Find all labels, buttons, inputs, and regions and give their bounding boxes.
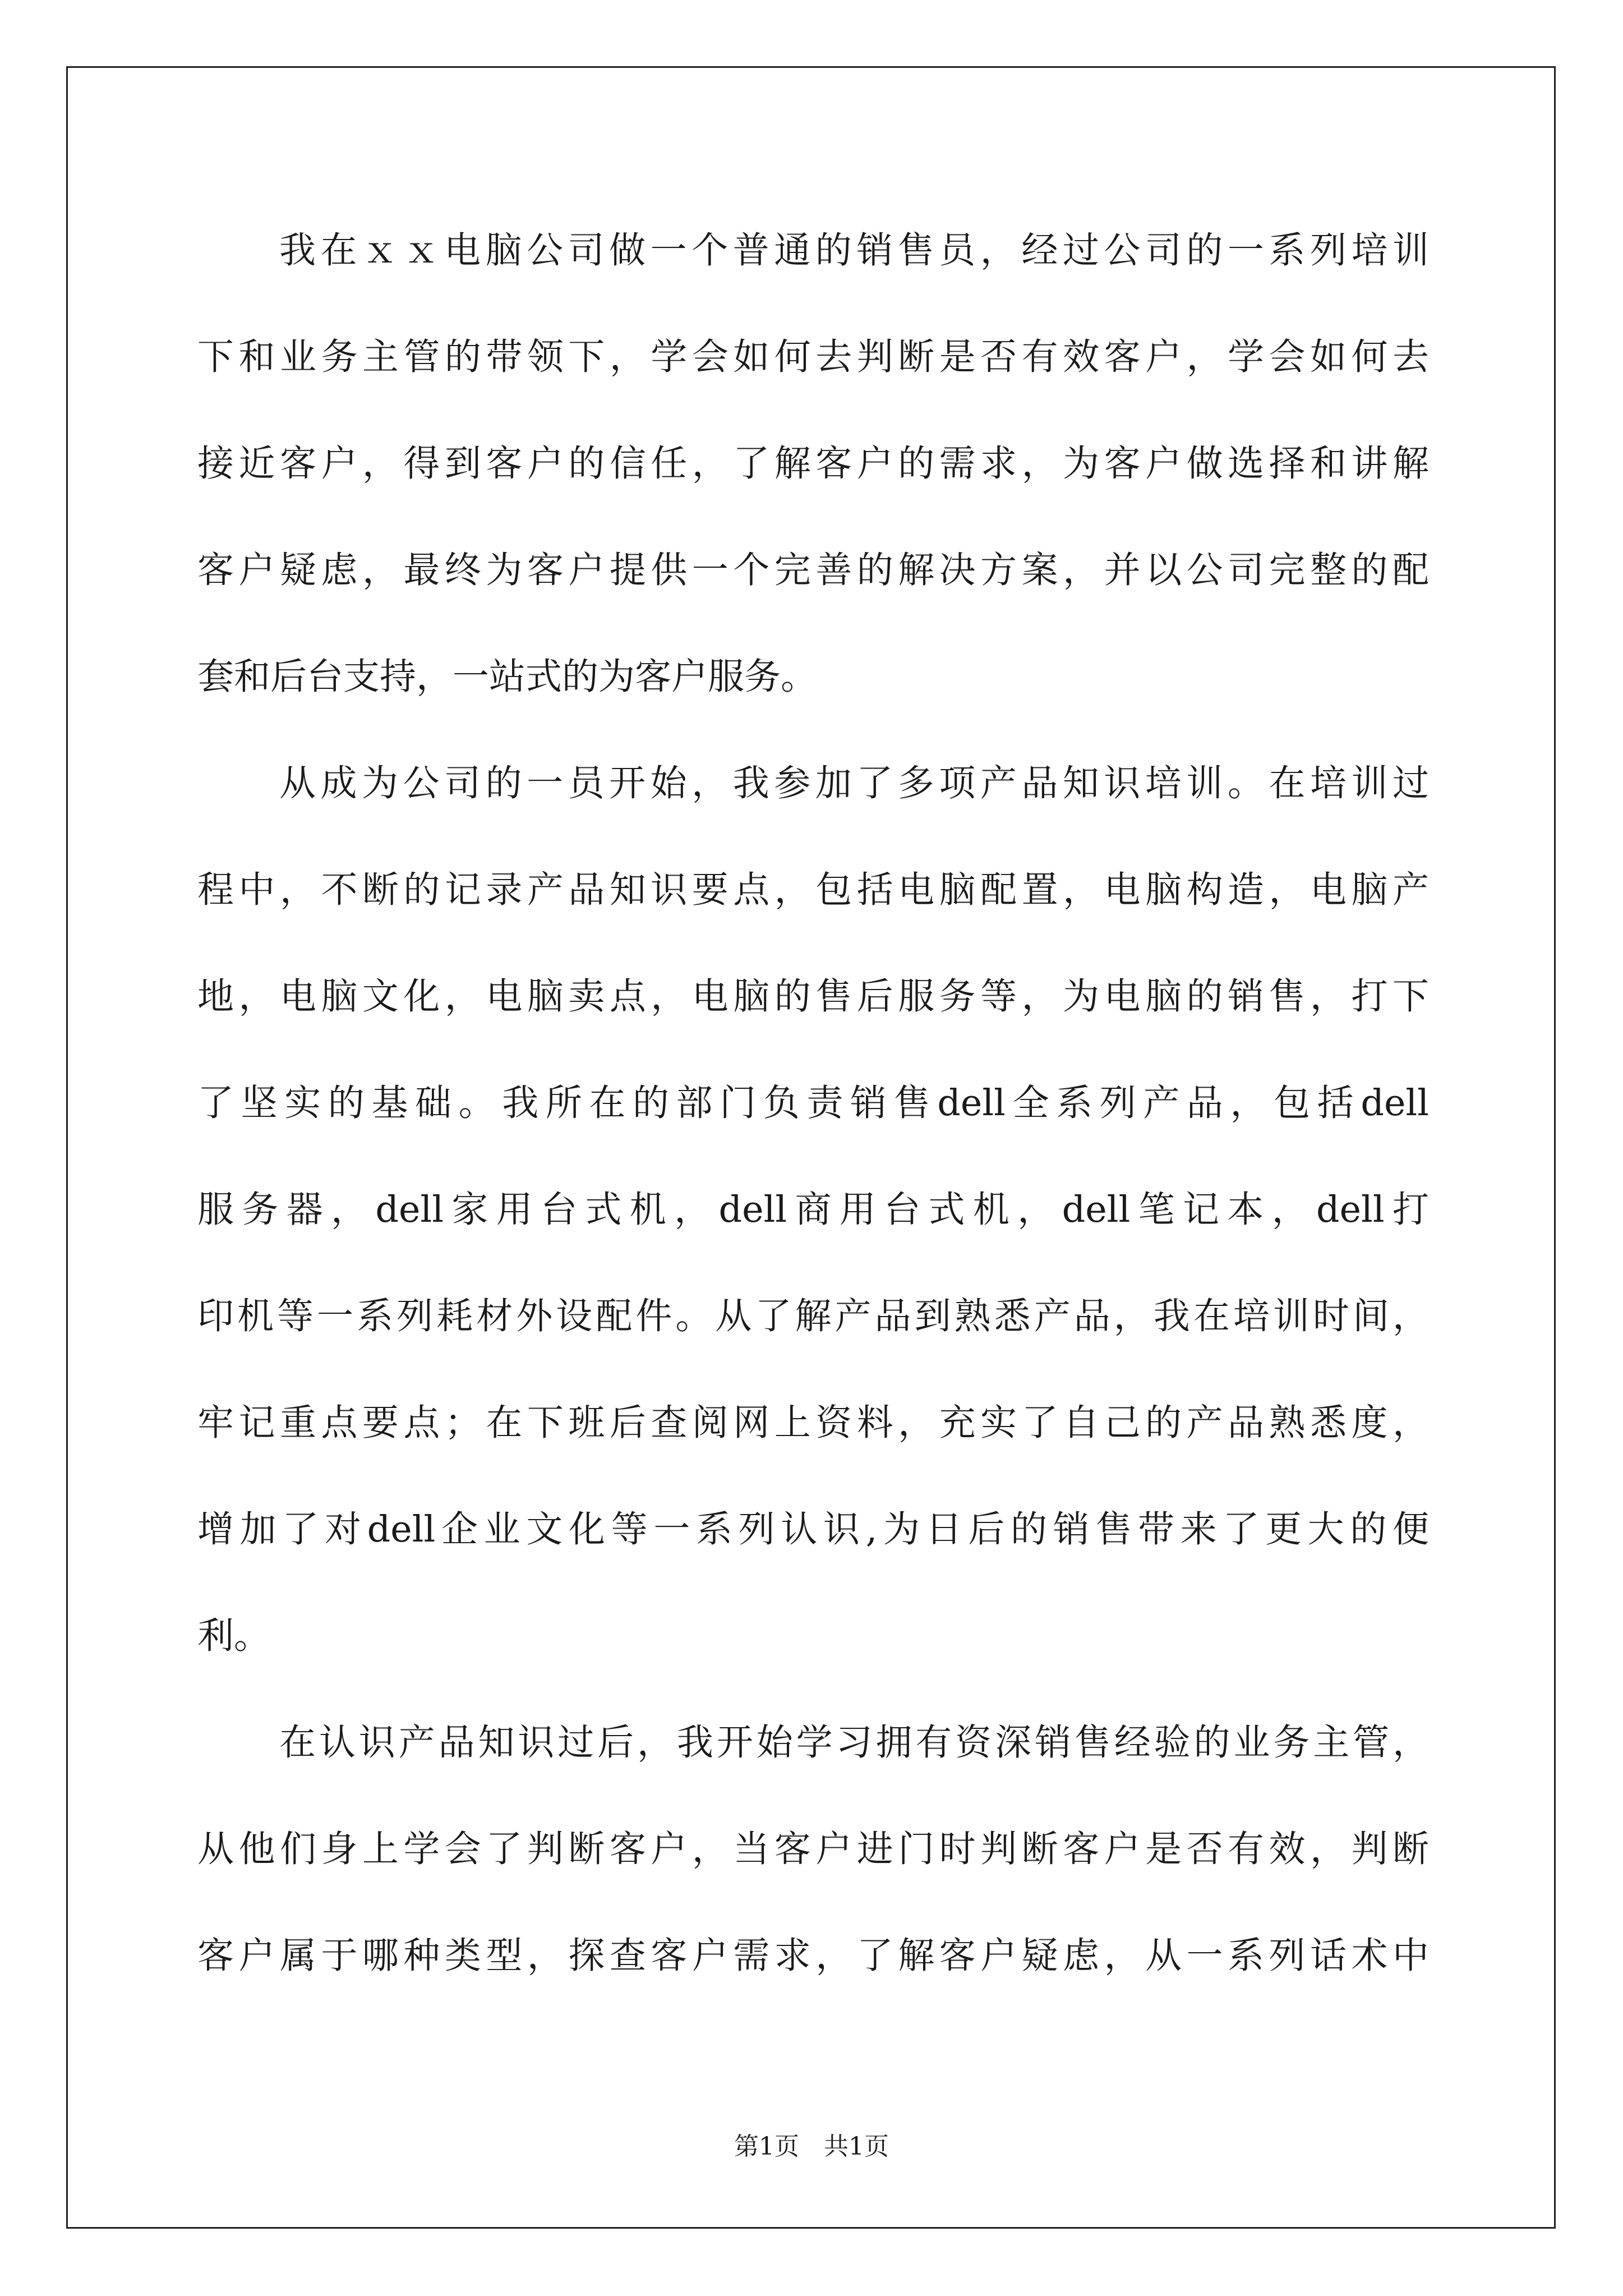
page-footer [0,2126,1623,2162]
paragraph-1-line-3: 接近客户，得到客户的信任，了解客户的需求，为客户做选择和讲解 [197,443,1429,485]
page-number: 第1页 [734,2132,799,2161]
paragraph-2-line-5: 服务器，dell家用台式机，dell商用台式机，dell笔记本，dell打 [197,1189,1429,1231]
paragraph-2-line-1: 从成为公司的一员开始，我参加了多项产品知识培训。在培训过 [279,762,1429,804]
paragraph-1-line-2: 下和业务主管的带领下，学会如何去判断是否有效客户，学会如何去 [197,336,1429,378]
paragraph-1-line-4: 客户疑虑，最终为客户提供一个完善的解决方案，并以公司完整的配 [197,549,1429,591]
paragraph-2-line-2: 程中，不断的记录产品知识要点，包括电脑配置，电脑构造，电脑产 [197,869,1429,911]
paragraph-2-line-4: 了坚实的基础。我所在的部门负责销售dell全系列产品，包括dell [197,1082,1429,1124]
document-body [197,209,1429,2021]
paragraph-1-line-5: 套和后台支持，一站式的为客户服务。 [197,656,818,698]
paragraph-2-line-8: 增加了对dell企业文化等一系列认识,为日后的销售带来了更大的便 [197,1508,1429,1550]
paragraph-3-line-3: 客户属于哪种类型，探查客户需求，了解客户疑虑，从一系列话术中 [197,1935,1429,1977]
paragraph-3-line-1: 在认识产品知识过后，我开始学习拥有资深销售经验的业务主管， [279,1722,1429,1764]
paragraph-2-line-7: 牢记重点要点；在下班后查阅网上资料，充实了自己的产品熟悉度， [197,1402,1429,1444]
paragraph-2-line-9: 利。 [197,1615,271,1657]
paragraph-2-line-6: 印机等一系列耗材外设配件。从了解产品到熟悉产品，我在培训时间， [197,1295,1429,1337]
paragraph-1-line-1: 我在ｘｘ电脑公司做一个普通的销售员，经过公司的一系列培训 [279,229,1429,272]
page-count: 共1页 [824,2132,889,2161]
paragraph-2-line-3: 地，电脑文化，电脑卖点，电脑的售后服务等，为电脑的销售，打下 [197,976,1429,1018]
paragraph-3-line-2: 从他们身上学会了判断客户，当客户进门时判断客户是否有效，判断 [197,1828,1429,1870]
